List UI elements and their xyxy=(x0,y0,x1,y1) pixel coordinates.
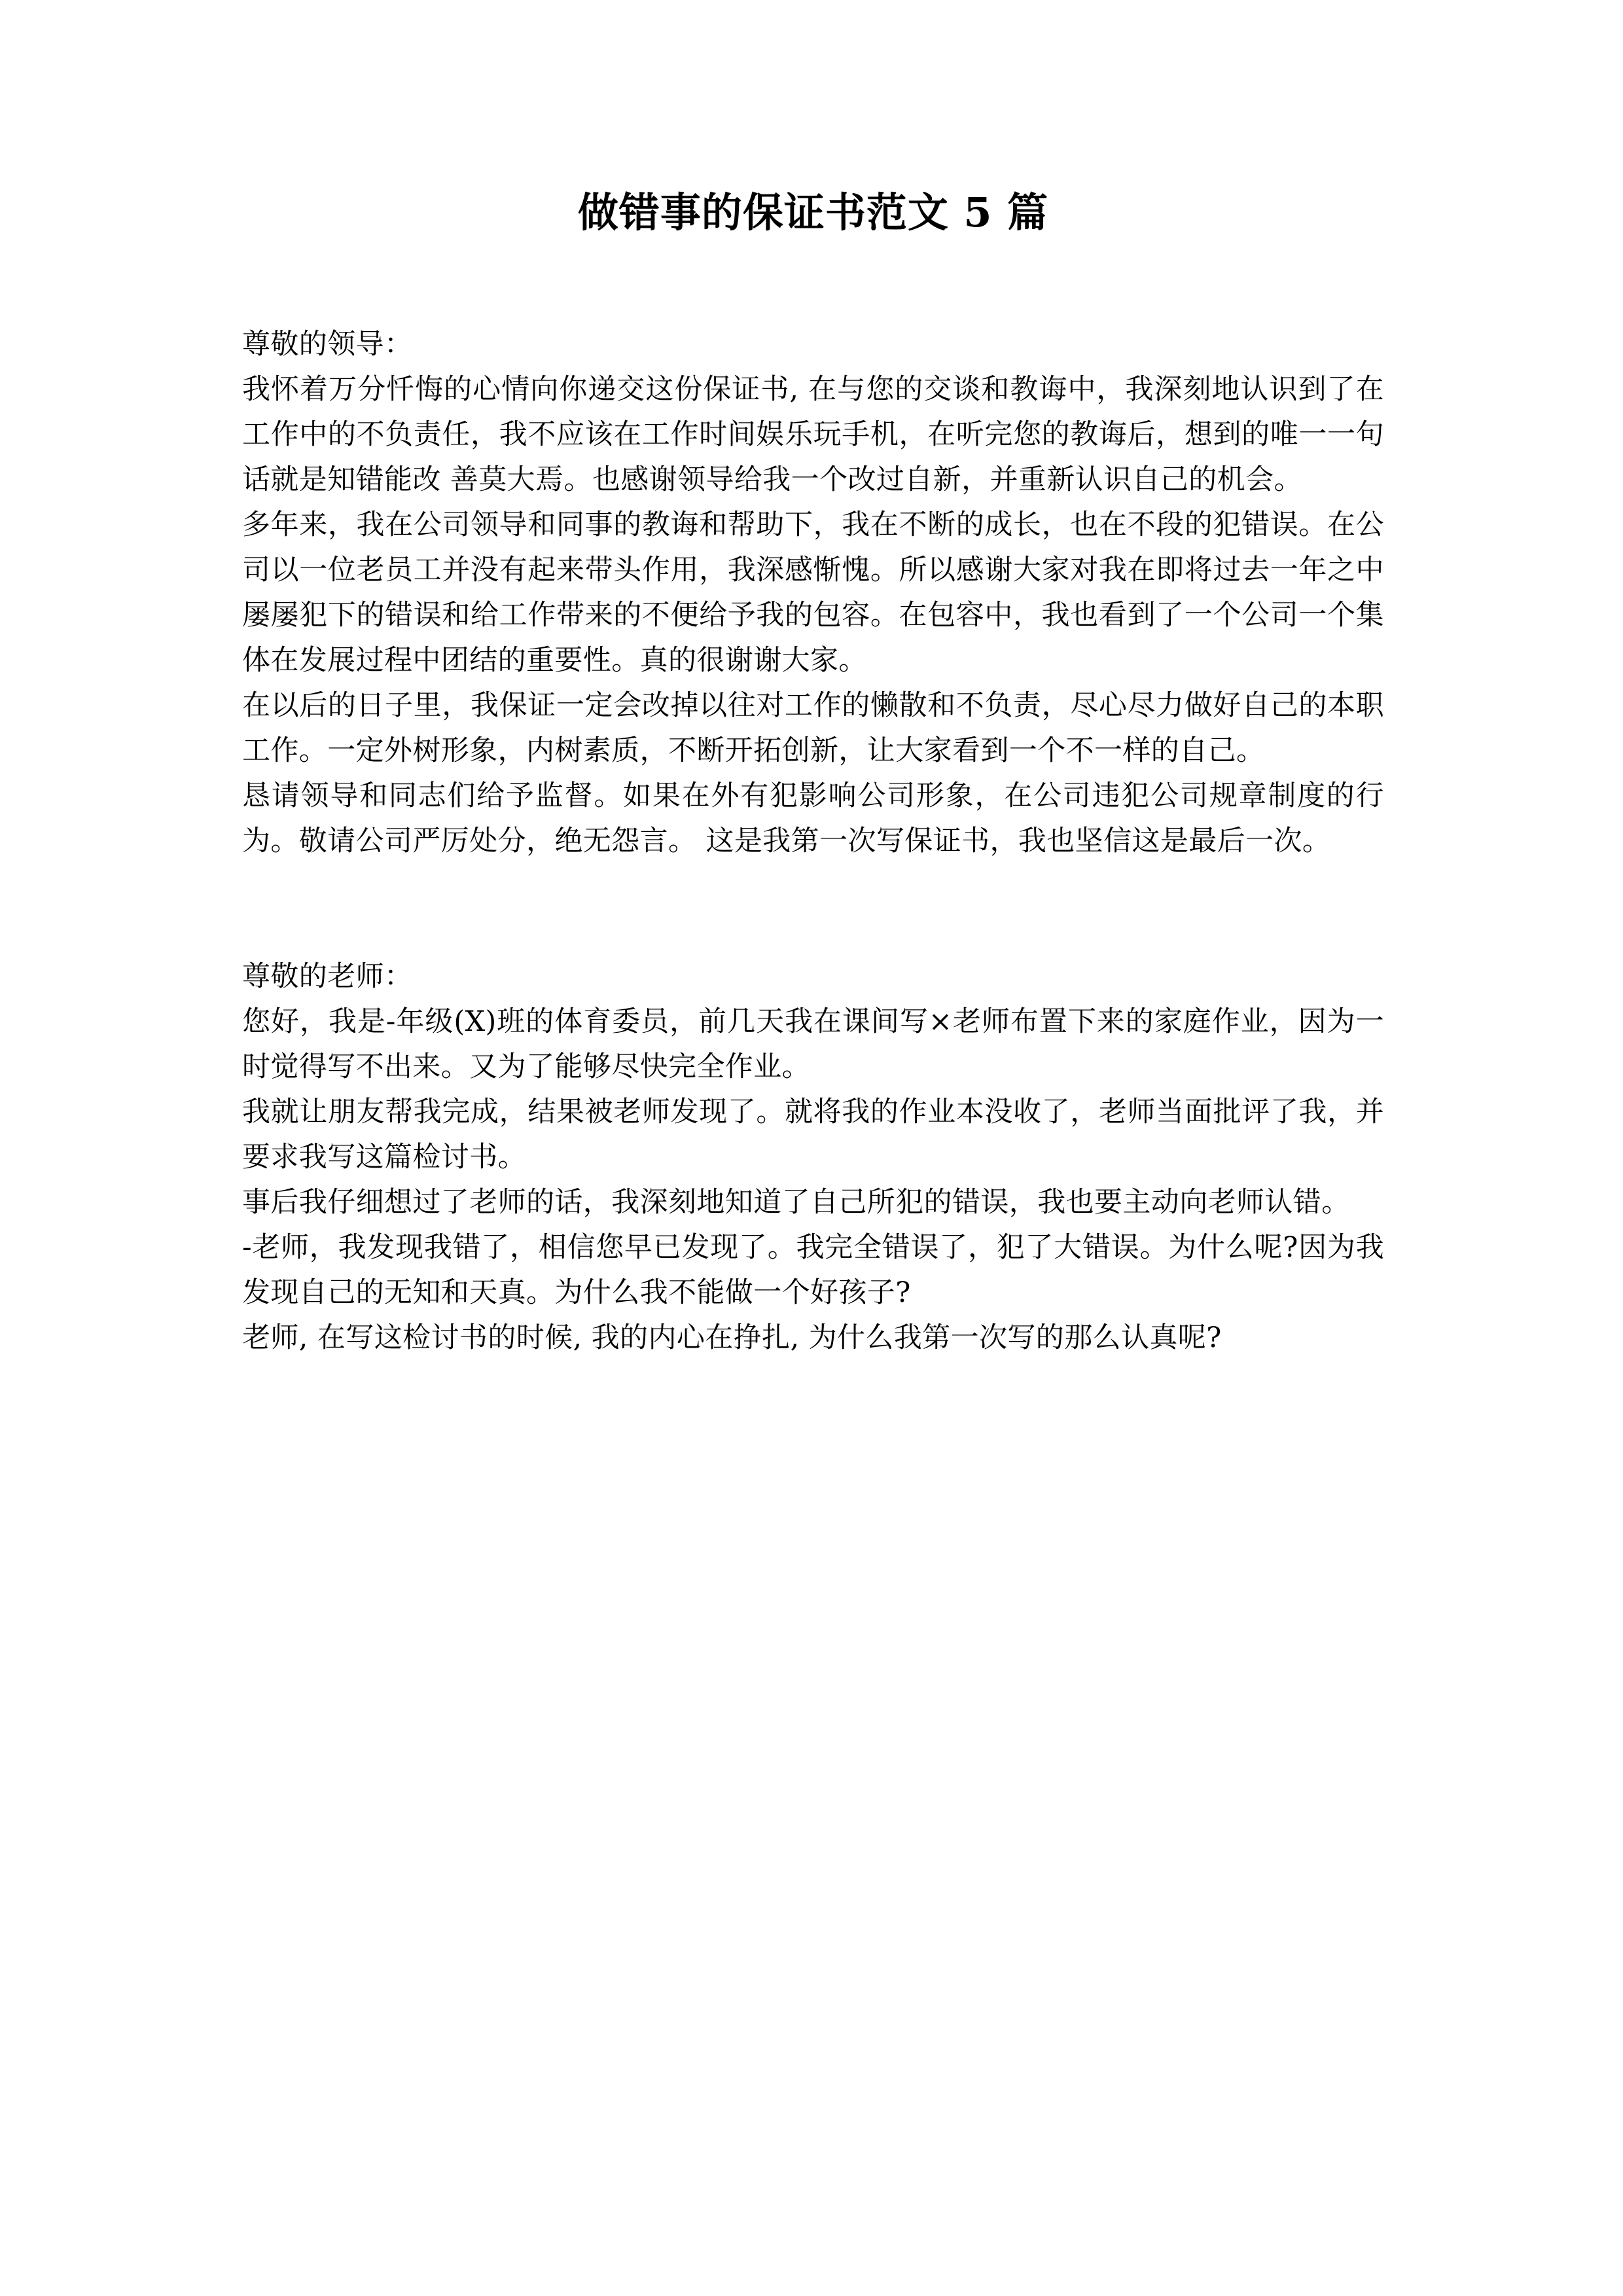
section-letter-to-leader xyxy=(242,322,1384,864)
section-gap xyxy=(242,864,1384,954)
paragraph-teacher-4: -老师，我发现我错了，相信您早已发现了。我完全错误了，犯了大错误。为什么呢?因为我发现自己的无知和天真。为什么我不能做一个好孩子? xyxy=(242,1230,1384,1309)
section-letter-to-teacher xyxy=(242,954,1384,1361)
paragraph-teacher-1: 您好，我是-年级(X)班的体育委员，前几天我在课间写×老师布置下来的家庭作业，因为一时觉得写不出来。又为了能够尽快完全作业。 xyxy=(242,1005,1384,1083)
salutation-leader: 尊敬的领导： xyxy=(242,327,413,361)
paragraph-teacher-3: 事后我仔细想过了老师的话，我深刻地知道了自己所犯的错误，我也要主动向老师认错。 xyxy=(242,1185,1350,1219)
page-title: 做错事的保证书范文 5 篇 xyxy=(577,188,1049,236)
document-content xyxy=(242,0,1384,1361)
paragraph-teacher-5: 老师, 在写这检讨书的时候, 我的内心在挣扎, 为什么我第一次写的那么认真呢? xyxy=(242,1321,1222,1354)
paragraph-leader-4: 恳请领导和同志们给予监督。如果在外有犯影响公司形象，在公司违犯公司规章制度的行为。敬请公司严厉处分，绝无怨言。 这是我第一次写保证书，我也坚信这是最后一次。 xyxy=(242,779,1384,857)
paragraph-leader-3: 在以后的日子里，我保证一定会改掉以往对工作的懒散和不负责，尽心尽力做好自己的本职工作。一定外树形象，内树素质，不断开拓创新，让大家看到一个不一样的自己。 xyxy=(242,689,1384,767)
document-body xyxy=(242,322,1384,1361)
paragraph-leader-2: 多年来，我在公司领导和同事的教诲和帮助下，我在不断的成长，也在不段的犯错误。在公司以一位老员工并没有起来带头作用，我深感惭愧。所以感谢大家对我在即将过去一年之中屡屡犯下的错误和给工作带来的不便给予我的包容。在包容中，我也看到了一个公司一个集体在发展过程中团结的重要性。真的很谢谢大家。 xyxy=(242,508,1384,677)
paragraph-leader-1: 我怀着万分忏悔的心情向你递交这份保证书, 在与您的交谈和教诲中，我深刻地认识到了在工作中的不负责任，我不应该在工作时间娱乐玩手机，在听完您的教诲后，想到的唯一一句话就是知错能改 善莫大焉。也感谢领导给我一个改过自新，并重新认识自己的机会。 xyxy=(242,372,1384,496)
salutation-teacher: 尊敬的老师： xyxy=(242,960,413,993)
paragraph-teacher-2: 我就让朋友帮我完成，结果被老师发现了。就将我的作业本没收了，老师当面批评了我，并要求我写这篇检讨书。 xyxy=(242,1095,1384,1174)
